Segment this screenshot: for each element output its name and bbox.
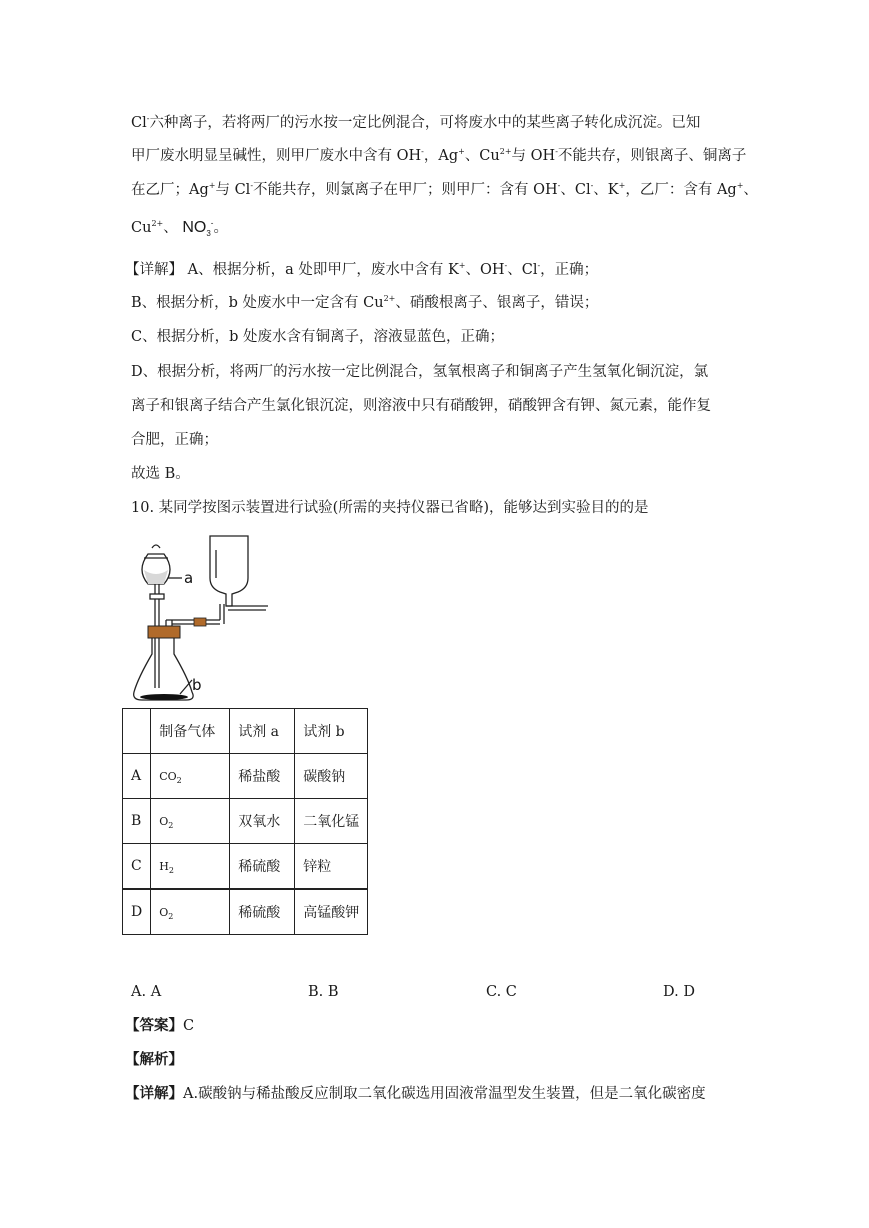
nitrate-formula: $NO_3^-$ [182,218,214,239]
row-gas: $CO_2$ [151,754,230,799]
detail-d-2: 离子和银离子结合产生氯化银沉淀，则溶液中只有硝酸钾，硝酸钾含有钾、氮元素，能作复 [131,398,711,414]
intro-line-2: 甲厂废水明显呈碱性，则甲厂废水中含有 OH-，Ag+、$Cu^{2+}$与 OH-不能共存，则银离子、铜离子 [131,147,747,164]
row-reagent-a: 双氧水 [230,799,295,844]
answer-label: 【答案】 [125,1017,183,1034]
header-cell: 试剂 b [295,709,368,754]
row-reagent-a: 稀盐酸 [230,754,295,799]
label-a: a [184,569,194,587]
question-number: 10. [131,500,155,516]
row-key: C [123,844,151,890]
answer-value: C [183,1018,195,1034]
row-key: D [123,889,151,935]
option-a[interactable]: A. A [131,984,162,1000]
row-key: A [123,754,151,799]
question-text: 某同学按图示装置进行试验(所需的夹持仪器已省略)，能够达到实验目的的是 [158,500,649,516]
option-b[interactable]: B. B [308,984,339,1000]
detail-c: C、根据分析，b 处废水含有铜离子，溶液显蓝色，正确； [131,329,504,345]
header-cell: 制备气体 [151,709,230,754]
row-gas: $O_2$ [151,889,230,935]
row-reagent-b: 高锰酸钾 [295,889,368,935]
apparatus-figure [128,528,368,706]
flask-solid [140,694,188,700]
conical-flask [134,638,193,700]
detail-2-label: 【详解】 [125,1085,183,1102]
row-reagent-b: 碳酸钠 [295,754,368,799]
row-reagent-a: 稀硫酸 [230,844,295,890]
detail-d-3: 合肥，正确； [131,432,218,448]
option-c[interactable]: C. C [486,984,517,1000]
row-gas: $O_2$ [151,799,230,844]
header-cell: 试剂 a [230,709,295,754]
answer [125,1016,194,1036]
row-reagent-b: 锌粒 [295,844,368,890]
table-row [123,889,368,935]
intro-line-3: 在乙厂；Ag+与 Cl-不能共存，则氯离子在甲厂；则甲厂：含有 OH-、Cl-、K+，乙厂：含有 Ag+、 [131,181,758,198]
row-gas: $H_2$ [151,844,230,890]
funnel-stopper [152,545,160,548]
detail-b: B、根据分析，b 处废水中一定含有 $Cu^{2+}$、硝酸根离子、银离子，错误； [131,294,599,311]
label-b: b [192,676,202,694]
detail-2-text: A.碳酸钠与稀盐酸反应制取二氧化碳选用固液常温型发生装置，但是二氧化碳密度 [183,1086,706,1102]
detail-d-1: D、根据分析，将两厂的污水按一定比例混合，氢氧根离子和铜离子产生氢氧化铜沉淀，氯 [131,364,709,380]
option-d[interactable]: D. D [663,984,695,1000]
reagent-table [122,708,368,935]
header-cell [123,709,151,754]
table-header-row [123,709,368,754]
question-10 [131,498,648,518]
intro-line-1: Cl-六种离子，若将两厂的污水按一定比例混合，可将废水中的某些离子转化成沉淀。已知 [131,114,701,131]
row-reagent-b: 二氧化锰 [295,799,368,844]
row-key: B [123,799,151,844]
detail-2 [125,1084,706,1104]
detail-a: 【详解】 A、根据分析，a 处即甲厂，废水中含有 K+、OH-、Cl-，正确； [125,261,599,278]
analysis-label: 【解析】 [125,1051,183,1068]
row-reagent-a: 稀硫酸 [230,889,295,935]
table-row [123,799,368,844]
table-row [123,844,368,890]
intro-line-4: $Cu^{2+}$、 $NO_3^-$。 [131,218,228,239]
rubber-stopper [148,626,180,638]
table-row [123,754,368,799]
rubber-connector [194,618,206,626]
conclusion: 故选 B。 [131,466,190,482]
